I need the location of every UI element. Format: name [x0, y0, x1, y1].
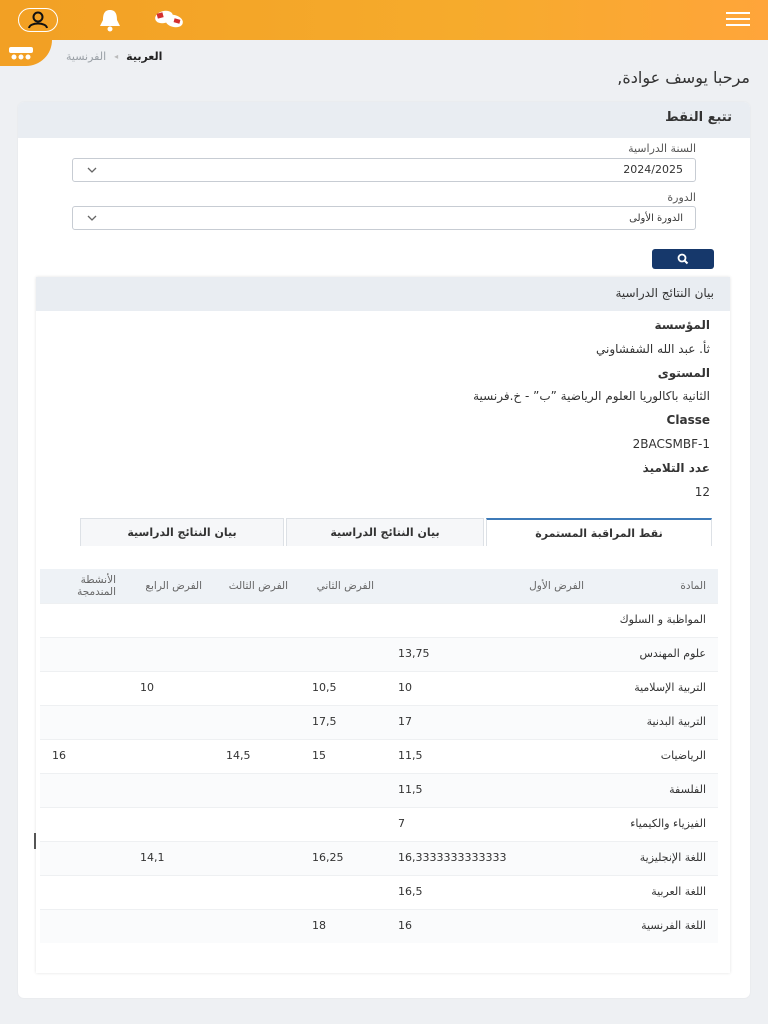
grade-cell: 11,5 [386, 739, 596, 773]
subject-cell: التربية الإسلامية [596, 671, 718, 705]
grade-cell [128, 603, 214, 637]
greeting: مرحبا يوسف عوادة, [617, 68, 750, 87]
grade-cell: 16 [40, 739, 128, 773]
grade-cell: 16,25 [300, 841, 386, 875]
tab-results-statement-2[interactable]: بيان النتائج الدراسية [80, 518, 284, 546]
column-header: الفرض الثالث [214, 569, 300, 603]
top-bar [0, 0, 768, 40]
card-title: تتبع النقط [18, 102, 750, 138]
subject-cell: الفلسفة [596, 773, 718, 807]
grade-cell [128, 909, 214, 943]
grade-cell [128, 705, 214, 739]
table-row [40, 671, 718, 705]
students-value: 12 [694, 485, 710, 499]
class-value: 2BACSMBF-1 [632, 437, 710, 451]
table-row [40, 807, 718, 841]
bell-icon [96, 8, 124, 32]
grade-cell [40, 875, 128, 909]
grade-cell: 10 [386, 671, 596, 705]
level-value: الثانية باكالوريا العلوم الرياضية ”ب” - خ.فرنسية [473, 389, 710, 403]
notifications-button[interactable] [96, 8, 124, 32]
grade-cell [300, 807, 386, 841]
subject-cell: اللغة الإنجليزية [596, 841, 718, 875]
tab-results-statement-1[interactable]: بيان النتائج الدراسية [286, 518, 484, 546]
language-flags-button[interactable] [152, 8, 186, 30]
grade-cell [128, 875, 214, 909]
subject-cell: الفيزياء والكيمياء [596, 807, 718, 841]
subject-cell: المواظبة و السلوك [596, 603, 718, 637]
grade-cell [128, 637, 214, 671]
chevron-down-icon [87, 214, 97, 222]
table-row [40, 637, 718, 671]
column-header: المادة [596, 569, 718, 603]
grade-cell: 14,1 [128, 841, 214, 875]
grade-cell [40, 637, 128, 671]
language-arabic[interactable]: العربية [126, 50, 163, 63]
grade-cell [40, 773, 128, 807]
column-header: الفرض الأول [386, 569, 596, 603]
grade-cell [386, 603, 596, 637]
grades-table [40, 569, 718, 943]
session-label: الدورة [667, 191, 696, 204]
grade-cell [300, 875, 386, 909]
grade-cell [40, 603, 128, 637]
grade-cell [214, 705, 300, 739]
level-label: المستوى [657, 366, 710, 380]
institution-label: المؤسسة [654, 318, 710, 332]
grade-cell [214, 671, 300, 705]
grade-cell [40, 909, 128, 943]
table-row [40, 841, 718, 875]
session-select[interactable] [72, 206, 696, 230]
results-title: بيان النتائج الدراسية [36, 277, 730, 311]
grade-cell [40, 671, 128, 705]
grade-cell: 17 [386, 705, 596, 739]
grade-cell [214, 909, 300, 943]
grade-cell: 16,3333333333333 [386, 841, 596, 875]
chevron-down-icon [87, 166, 97, 174]
subject-cell: علوم المهندس [596, 637, 718, 671]
session-select-value: الدورة الأولى [629, 213, 683, 224]
profile-button[interactable] [18, 8, 58, 32]
grade-cell: 14,5 [214, 739, 300, 773]
menu-line [726, 24, 750, 26]
table-row [40, 773, 718, 807]
user-icon [27, 11, 49, 29]
grade-cell [128, 807, 214, 841]
grades-table-body [40, 603, 718, 943]
column-header: الفرض الثاني [300, 569, 386, 603]
grade-cell [128, 739, 214, 773]
column-header: الفرض الرابع [128, 569, 214, 603]
flags-icon [152, 8, 186, 30]
grade-cell: 11,5 [386, 773, 596, 807]
grade-cell: 18 [300, 909, 386, 943]
grade-cell [40, 705, 128, 739]
grades-tracking-card [18, 102, 750, 998]
grade-cell: 15 [300, 739, 386, 773]
search-icon [676, 253, 690, 265]
year-select[interactable] [72, 158, 696, 182]
students-label: عدد التلاميذ [642, 461, 710, 475]
institution-value: ثأ. عبد الله الشفشاوني [596, 342, 710, 356]
menu-line [726, 12, 750, 14]
grade-cell [300, 603, 386, 637]
grade-cell [214, 773, 300, 807]
grades-table-wrapper [40, 569, 720, 943]
grade-cell [214, 603, 300, 637]
grade-cell: 17,5 [300, 705, 386, 739]
group-badge[interactable] [0, 40, 52, 66]
grade-cell [214, 875, 300, 909]
group-icon [8, 45, 34, 61]
year-select-value: 2024/2025 [623, 163, 683, 176]
language-separator-icon: ◂ [114, 52, 119, 61]
grade-cell [214, 637, 300, 671]
menu-line [726, 18, 750, 20]
grade-cell [40, 807, 128, 841]
grade-cell: 7 [386, 807, 596, 841]
table-row [40, 705, 718, 739]
column-header: الأنشطة المندمجة [40, 569, 128, 603]
grade-cell [214, 807, 300, 841]
subject-cell: اللغة الفرنسية [596, 909, 718, 943]
year-label: السنة الدراسية [628, 142, 696, 155]
table-row [40, 875, 718, 909]
grade-cell [300, 773, 386, 807]
tab-continuous-assessment[interactable]: نقط المراقبة المستمرة [486, 518, 712, 546]
grade-cell: 10 [128, 671, 214, 705]
language-switch [66, 50, 162, 63]
results-panel [36, 277, 730, 973]
subject-cell: اللغة العربية [596, 875, 718, 909]
menu-button[interactable] [726, 12, 750, 28]
language-french[interactable]: الفرنسية [66, 50, 107, 63]
scroll-indicator[interactable] [34, 833, 36, 849]
subject-cell: التربية البدنية [596, 705, 718, 739]
grade-cell [214, 841, 300, 875]
grade-cell [128, 773, 214, 807]
grade-cell [300, 637, 386, 671]
results-tabs [78, 518, 712, 546]
table-row [40, 909, 718, 943]
grade-cell: 13,75 [386, 637, 596, 671]
table-header-row [40, 569, 718, 603]
grade-cell: 10,5 [300, 671, 386, 705]
search-button[interactable] [652, 249, 714, 269]
subject-cell: الرياضيات [596, 739, 718, 773]
grade-cell: 16,5 [386, 875, 596, 909]
class-label: Classe [666, 413, 710, 427]
grade-cell: 16 [386, 909, 596, 943]
grade-cell [40, 841, 128, 875]
table-row [40, 739, 718, 773]
table-row [40, 603, 718, 637]
